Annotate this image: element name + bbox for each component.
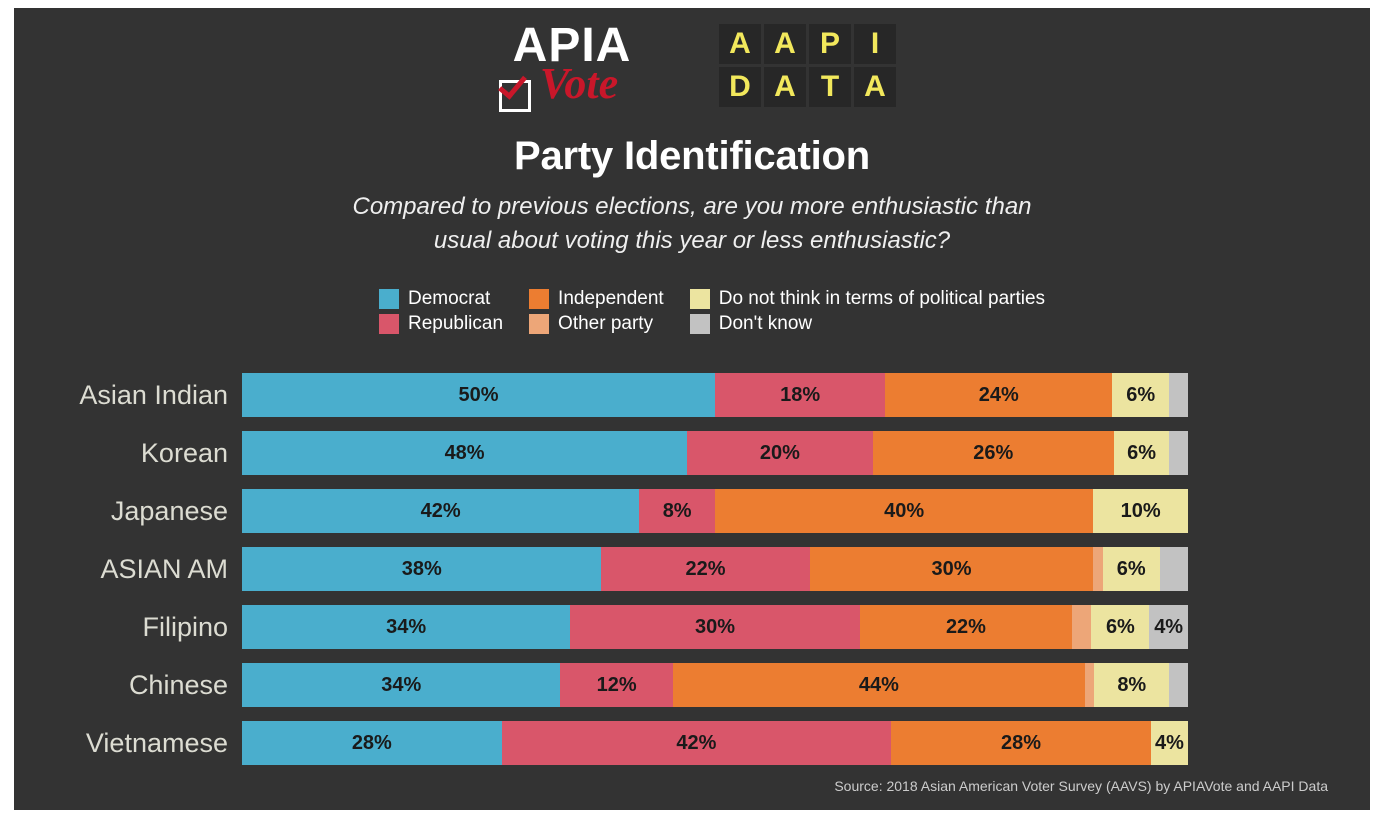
bar-segment [885, 373, 1112, 417]
bar-segment-label: 34% [381, 673, 422, 696]
legend-item[interactable] [690, 288, 1045, 310]
bar-segment [639, 489, 715, 533]
bar-segment-label: 6% [1126, 383, 1156, 406]
bar-row [14, 424, 1370, 482]
bar-segment [1169, 663, 1188, 707]
aapidata-letter: A [719, 24, 761, 64]
aapidata-letter: I [854, 24, 896, 64]
bar-segment [1160, 547, 1188, 591]
legend-label: Independent [558, 288, 664, 309]
legend-item[interactable] [529, 288, 664, 310]
legend-grid [379, 288, 1045, 335]
legend-label: Republican [407, 313, 504, 334]
legend-item[interactable] [379, 288, 503, 310]
stacked-bar [242, 547, 1188, 591]
bar-segment-label: 44% [858, 673, 899, 696]
legend-item[interactable] [379, 313, 503, 335]
bar-segment [502, 721, 892, 765]
bar-segment [242, 663, 560, 707]
bar-segment [873, 431, 1114, 475]
legend-swatch-icon [529, 289, 549, 309]
bar-row-label: Korean [140, 437, 228, 468]
bar-segment-label: 22% [945, 615, 986, 638]
bar-segment-label: 4% [1154, 731, 1184, 754]
bar-row-label: Chinese [128, 669, 228, 700]
bar-segment [1149, 605, 1188, 649]
bar-segment [242, 547, 601, 591]
aapidata-letter: A [764, 67, 806, 107]
stacked-bar [242, 663, 1188, 707]
bar-segment-label: 50% [458, 383, 499, 406]
bar-segment [1091, 605, 1149, 649]
bar-segment [1114, 431, 1170, 475]
legend-label: Don't know [718, 313, 813, 334]
bar-row [14, 656, 1370, 714]
bar-segment [673, 663, 1085, 707]
aapidata-logo [719, 24, 897, 112]
bar-segment-label: 30% [694, 615, 735, 638]
chart-source: Source: 2018 Asian American Voter Survey (AAVS) by APIAVote and AAPI Data [834, 778, 1328, 794]
bar-segment [560, 663, 672, 707]
bar-segment [1112, 373, 1169, 417]
apiavote-logo-word: APIA [512, 19, 632, 72]
bar-segment-label: 10% [1120, 499, 1161, 522]
logo-row [14, 19, 1370, 118]
bar-row [14, 598, 1370, 656]
bar-segment [1072, 605, 1091, 649]
bar-segment-label: 6% [1127, 441, 1157, 464]
bar-segment-label: 34% [386, 615, 427, 638]
legend-item[interactable] [529, 313, 664, 335]
bar-row [14, 366, 1370, 424]
legend-swatch-icon [690, 289, 710, 309]
bar-segment-label: 8% [1117, 673, 1147, 696]
legend-swatch-icon [379, 289, 399, 309]
aapidata-letter: P [809, 24, 851, 64]
checkbox-check-icon [499, 80, 531, 112]
bar-segment-label: 4% [1154, 615, 1184, 638]
bar-segment [891, 721, 1151, 765]
stacked-bar [242, 373, 1188, 417]
bar-segment-label: 48% [444, 441, 485, 464]
bar-segment-label: 24% [978, 383, 1019, 406]
bar-row-label: Filipino [142, 611, 228, 642]
bar-segment-label: 28% [351, 731, 392, 754]
stacked-bar [242, 721, 1188, 765]
bar-segment [1093, 547, 1102, 591]
bar-row-label: Japanese [110, 495, 228, 526]
legend-swatch-icon [379, 314, 399, 334]
bar-segment [715, 489, 1093, 533]
bar-segment [687, 431, 872, 475]
aapidata-letter: A [854, 67, 896, 107]
bar-segment-label: 8% [662, 499, 692, 522]
bar-segment [1094, 663, 1169, 707]
apiavote-logo-vote: Vote [539, 59, 619, 108]
aapidata-letter: T [809, 67, 851, 107]
chart-card [14, 8, 1370, 810]
bar-segment [810, 547, 1094, 591]
bar-segment [242, 605, 570, 649]
bar-segment [1151, 721, 1188, 765]
bar-segment [1093, 489, 1188, 533]
stacked-bar [242, 605, 1188, 649]
bar-segment [242, 373, 715, 417]
bar-segment-label: 18% [780, 383, 821, 406]
bar-segment-label: 42% [676, 731, 717, 754]
bar-segment-label: 22% [685, 557, 726, 580]
apiavote-logo [487, 19, 657, 114]
bar-rows [14, 366, 1370, 772]
stacked-bar [242, 489, 1188, 533]
bar-segment-label: 30% [931, 557, 972, 580]
bar-segment [1103, 547, 1160, 591]
stacked-bar [242, 431, 1188, 475]
bar-segment-label: 26% [973, 441, 1014, 464]
chart-title: Party Identification [513, 134, 871, 178]
bar-segment [242, 721, 502, 765]
bar-row [14, 540, 1370, 598]
legend-item[interactable] [690, 313, 1045, 335]
bar-row-label: ASIAN AM [100, 553, 228, 584]
bar-segment-label: 38% [401, 557, 442, 580]
bar-segment [860, 605, 1072, 649]
bar-segment-label: 40% [884, 499, 925, 522]
bar-row-label: Vietnamese [85, 727, 228, 758]
bar-segment-label: 42% [420, 499, 461, 522]
bar-segment [715, 373, 885, 417]
chart-legend [14, 288, 1370, 335]
bar-segment [1169, 373, 1188, 417]
bar-row [14, 714, 1370, 772]
chart-subtitle-line-1: Compared to previous elections, are you more enthusiastic than [352, 193, 1032, 220]
bar-segment [601, 547, 809, 591]
bar-segment [242, 431, 687, 475]
legend-swatch-icon [690, 314, 710, 334]
bar-segment-label: 12% [596, 673, 637, 696]
bar-segment-label: 6% [1105, 615, 1135, 638]
bar-segment-label: 20% [759, 441, 800, 464]
bar-segment [570, 605, 860, 649]
legend-label: Do not think in terms of political parties [718, 288, 1046, 309]
bar-row [14, 482, 1370, 540]
legend-label: Other party [558, 313, 654, 334]
aapidata-letter: A [764, 24, 806, 64]
bar-row-label: Asian Indian [79, 379, 228, 410]
bar-segment-label: 6% [1116, 557, 1146, 580]
aapidata-letter: D [719, 67, 761, 107]
bar-segment [1169, 431, 1188, 475]
legend-swatch-icon [529, 314, 549, 334]
bar-segment [1085, 663, 1094, 707]
chart-subtitle-line-2: usual about voting this year or less enthusiastic? [433, 227, 951, 254]
bar-segment [242, 489, 639, 533]
bar-segment-label: 28% [1001, 731, 1042, 754]
chart-subtitle [14, 190, 1370, 258]
legend-label: Democrat [407, 288, 491, 309]
